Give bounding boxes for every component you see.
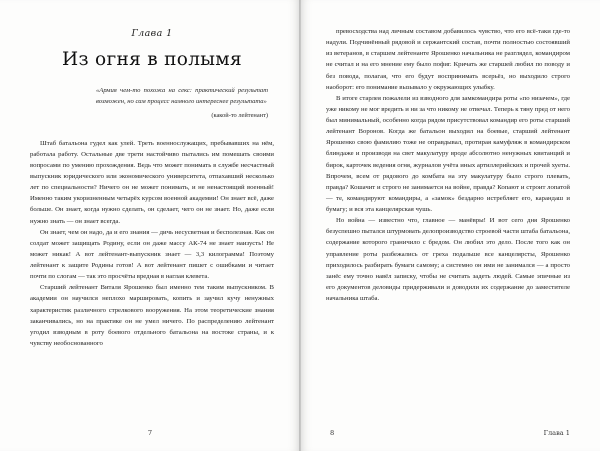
epigraph [96, 86, 268, 122]
paragraph: Штаб батальона гудел как улей. Треть военнослужащих, пребывавших на нём, работала работу. Остальные две трети настойчиво пытались им помешать своими вопросами по умению прохождения. Ведь что может понимать в службе несчастный выпускник юридического или экономического университета, отпахавший несколько лет по специальности? Ничего он не может понимать, и не ненастоящий военный! Именно таким укоризненным четырёх курсом военной академии! Он знает всё, даже больше. Он знает, когда нужно сделать, он сделает, чего он не знает. Но, даже если нужно знать — он знает всегда. [30, 139, 274, 225]
paragraph: В итоге старлея пожалели из взводного для замкомандира роты «по низачем», где уже никому не мог вредить и ни за что никому не отвечал. Теперь к тяну пред от него был минимальный, особенно когда рядом присутствовал командир его роты старший лейтенант Воронов. Когда же батальон выходил на боевые, старший лейтенант Ярошенко свою фамилию тоже не оправдывал, протирая камуфляж в командирском блиндаже и производя на свет макулатуру вроде абсолютно ненужных квитанций и бирок, карточек ведения огня, журналов учёта иных артиллерийских и прочей хуеты. Впрочем, всем от рядового до комбата на эту макулатуру было строго плевать, правда? Кошачит и строго не занимается на войне, правда? Копают и строит лопатой — те, командируют командиры, а «замок» бездарно истребляет его, карандаш и бумагу; и вся эта канцелярская чушь. [326, 94, 570, 213]
paragraph: превосходства над личным составом добавилось чувство, что его всё-таки где-то надули. Подчинённый рядовой и сержантский состав, почти полностью состоявший из ветеранов, в старшем лейтенанте Ярошенко начальника не разглядел, командиром не считал и на его мнение ему было пофиг. Кричать же старшей любил по поводу и без повода, полагая, что его будут воспринимать всерьёз, но выходило строго наоборот: его понимание вызывало у окружающих улыбку. [326, 28, 570, 91]
page-right [300, 0, 600, 451]
paragraph: Но война — известно что, главное — манёвры! И вот сего дня Ярошенко безуспешно пытался штурмовать делопроизводство строевой части штаба батальона, содержание которого граничило с бредом. Он любил это дело. После того как он управление роты разбежались от греха подальше все канцелярсты, Ярошенко приходилось разбирать бумаги самому; а системно он ими не занимался — а просто занёс ему точно навёл записку, чтобы не считать задеть людей. Самые эпичные из его документов деловиды придерживали и доводили их содержание до заместителе начальника штаба. [326, 217, 570, 302]
paragraph: Он знает, чем он надо, да и его знания — дичь несусветная и бесполезная. Как он солдат может защищать Родину, если он даже массу АК-74 не знает наизусть! Не может никак! А вот лейтенант-выпускник знает — 3,3 килограмма! Поэтому лейтенант к защите Родины готов! А вот лейтенант пишет с ошибками и читает почти по слогам — так это просчёты вредная в наглая клевета. [30, 228, 274, 281]
page-number-left: 7 [147, 429, 153, 437]
running-head: Глава 1 [543, 429, 570, 437]
epigraph-attribution: (какой-то лейтенант) [211, 112, 268, 120]
page-number-right: 8 [330, 429, 335, 437]
left-page-body [30, 138, 274, 349]
chapter-title: Из огня в полымя [62, 49, 242, 70]
right-page-body [326, 26, 570, 304]
paragraph: Старший лейтенант Виталя Ярошенко был именно тем таким выпускником. В академии он научился неплохо маршировать, копить и заучил кучу ненужных характеристик различного стрелкового вооружения. На этом теоретические знания заканчивались, но на практике он не умел ничего. По распределению лейтенант угодил взводным в роту боевого отдельного батальона на востоке страны, и к чувству необоснованного [30, 284, 274, 347]
epigraph-text: «Армия чем-то похожа на секс: практический результат возможен, но сам процесс намного интереснее результата» [96, 87, 268, 105]
chapter-label: Глава 1 [131, 28, 173, 39]
